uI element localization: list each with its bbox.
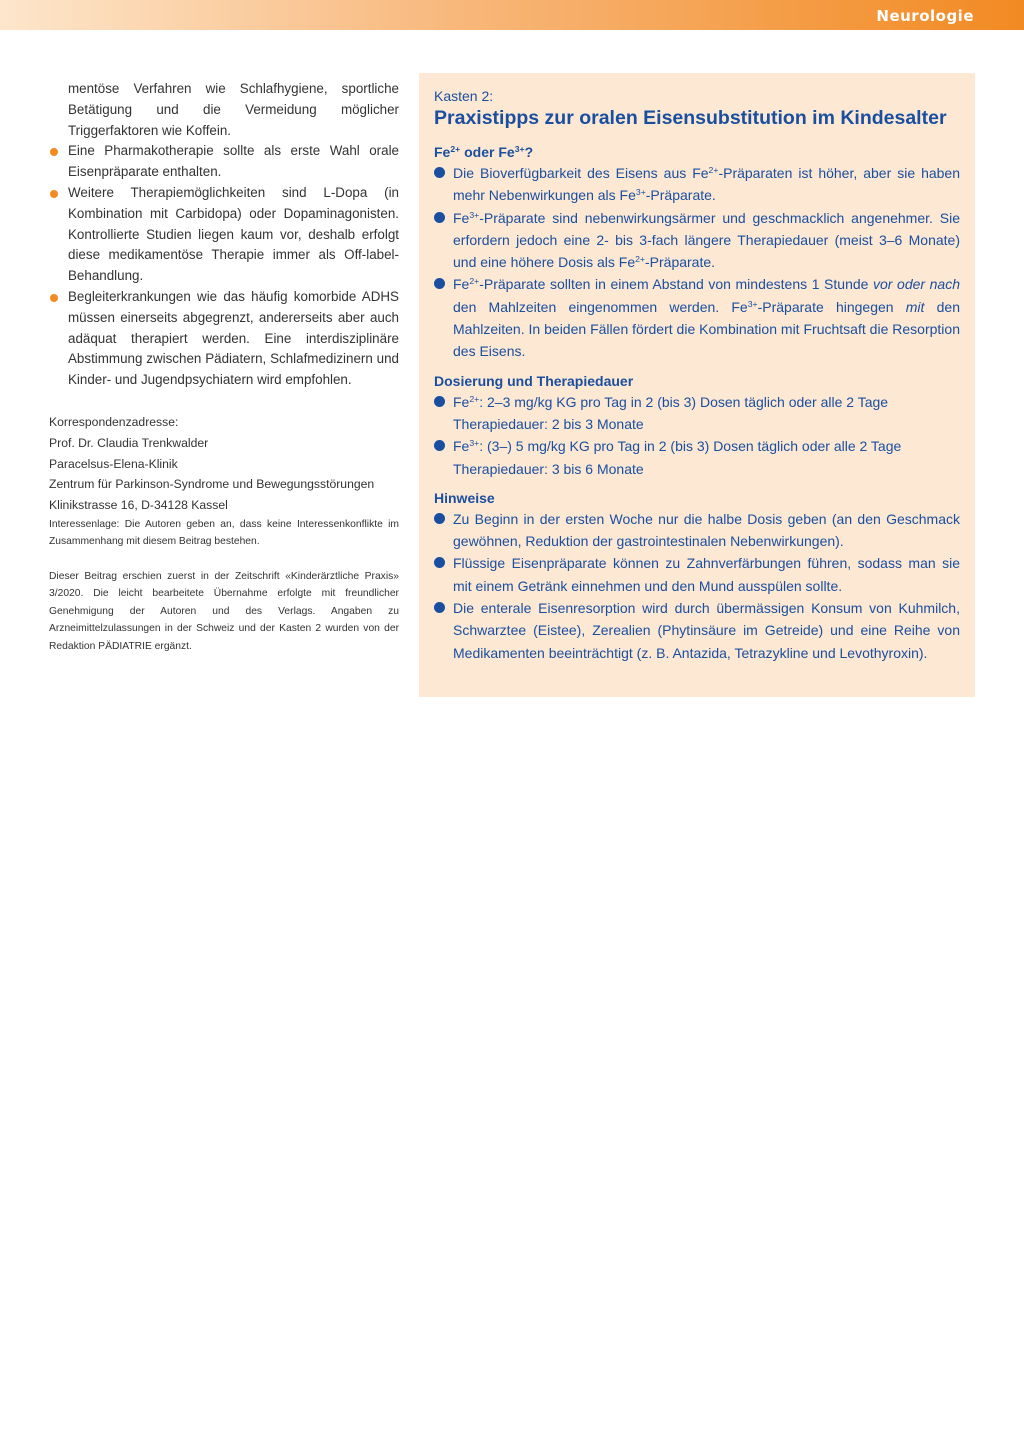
list-item: Die enterale Eisenresorption wird durch übermässigen Konsum von Kuhmilch, Schwarztee (Eistee), Zerealien (Phytinsäure im Getreide) und eine Reihe von Medikamenten beeinträchtigt (z. B. Antazida, Tetrazykline und Levothyroxin). — [434, 597, 960, 664]
list-item-text: Begleiterkrankungen wie das häufig komorbide ADHS müssen einerseits abgegrenzt, andererseits aber auch adäquat therapiert werden. Eine interdisziplinäre Abstimmung zwischen Pädiatern, Schlafmedizinern und Kinder- und Jugendpsychiatern wird empfohlen. — [68, 288, 399, 388]
list-item: Die Bioverfügbarkeit des Eisens aus $Fe^{2+}$-Präparaten ist höher, aber sie haben mehr Nebenwirkungen als $Fe^{3+}$-Präparate. — [434, 162, 960, 207]
box-title: Praxistipps zur oralen Eisensubstitution im Kindesalter — [434, 107, 947, 129]
left-column — [49, 79, 399, 655]
bullet-dot-icon — [434, 396, 445, 407]
list-item-text: Weitere Therapiemöglichkeiten sind L-Dopa (in Kombination mit Carbidopa) oder Dopaminagonisten. Kontrollierte Studien liegen kaum vor, deshalb erfolgt diese medikamentöse Therapie immer als Off-label-Behandlung. — [68, 184, 399, 284]
list-item — [49, 141, 399, 183]
list-item-text: Eine Pharmakotherapie sollte als erste Wahl orale Eisenpräparate enthalten. — [68, 143, 399, 180]
bullet-dot-icon — [434, 212, 445, 223]
list-item — [49, 287, 399, 391]
list-item: $Fe^{2+}$: 2–3 mg/kg KG pro Tag in 2 (bis 3) Dosen täglich oder alle 2 Tage Therapiedauer: 2 bis 3 Monate — [434, 391, 960, 436]
list-item: $Fe^{2+}$-Präparate sollten in einem Abstand von mindestens 1 Stunde vor oder nach den Mahlzeiten eingenommen werden. $Fe^{3+}$-Präparate hingegen mit den Mahlzeiten. In beiden Fällen fördert die Kombination mit Fruchtsaft die Resorption des Eisens. — [434, 273, 960, 362]
section-label: Neurologie — [876, 7, 974, 25]
conflict-of-interest-note: Interessenlage: Die Autoren geben an, dass keine Interessenkonflikte im Zusammenhang mit diesem Beitrag bestehen. — [49, 518, 399, 548]
fe-heading: $Fe^{2+}$ oder $Fe^{3+}$? — [434, 144, 534, 160]
list-item: Flüssige Eisenpräparate können zu Zahnverfärbungen führen, sodass man sie mit einem Getränk einnehmen und den Mund ausspülen sollte. — [434, 552, 960, 597]
list-item: $Fe^{3+}$-Präparate sind nebenwirkungsärmer und geschmacklich angenehmer. Sie erfordern jedoch eine 2- bis 3-fach längere Therapiedauer (meist 3–6 Monate) und eine höhere Dosis als $Fe^{2+}$-Präparate. — [434, 207, 960, 274]
list-item — [49, 183, 399, 287]
dose-list — [434, 391, 960, 480]
hints-list — [434, 508, 960, 664]
source-note: Dieser Beitrag erschien zuerst in der Zeitschrift «Kinderärztliche Praxis» 3/2020. Die leicht bearbeitete Übernahme erfolgte mit freundlicher Genehmigung der Autoren und des Verlags. Angaben zu Arzneimittelzulassungen in der Schweiz und der Kasten 2 wurden von der Redaktion PÄDIATRIE ergänzt. — [49, 570, 399, 652]
list-item: $Fe^{3+}$: (3–) 5 mg/kg KG pro Tag in 2 (bis 3) Dosen täglich oder alle 2 Tage Therapiedauer: 3 bis 6 Monate — [434, 435, 960, 480]
continuation-paragraph: mentöse Verfahren wie Schlafhygiene, sportliche Betätigung und die Vermeidung möglicher Triggerfaktoren wie Koffein. — [68, 81, 399, 138]
bullet-dot-icon — [50, 294, 58, 302]
bullet-dot-icon — [434, 440, 445, 451]
hints-heading: Hinweise — [434, 489, 495, 506]
address-center: Zentrum für Parkinson-Syndrome und Bewegungsstörungen — [49, 477, 375, 492]
bullet-dot-icon — [50, 148, 58, 156]
recommendation-list — [49, 141, 399, 391]
info-box — [419, 73, 975, 697]
bullet-dot-icon — [434, 167, 445, 178]
bullet-dot-icon — [434, 557, 445, 568]
fe-list — [434, 162, 960, 363]
box-label: Kasten 2: — [434, 88, 494, 104]
address-label: Korrespondenzadresse: — [49, 414, 179, 429]
dose-heading: Dosierung und Therapiedauer — [434, 372, 634, 389]
header-bar — [0, 0, 1024, 30]
correspondence-address — [49, 412, 399, 516]
bullet-dot-icon — [50, 190, 58, 198]
bullet-dot-icon — [434, 278, 445, 289]
address-clinic: Paracelsus-Elena-Klinik — [49, 456, 178, 471]
address-name: Prof. Dr. Claudia Trenkwalder — [49, 435, 209, 450]
list-item: Zu Beginn in der ersten Woche nur die halbe Dosis geben (an den Geschmack gewöhnen, Reduktion der gastrointestinalen Nebenwirkungen). — [434, 508, 960, 553]
bullet-dot-icon — [434, 602, 445, 613]
address-street: Klinikstrasse 16, D-34128 Kassel — [49, 498, 228, 513]
bullet-dot-icon — [434, 513, 445, 524]
